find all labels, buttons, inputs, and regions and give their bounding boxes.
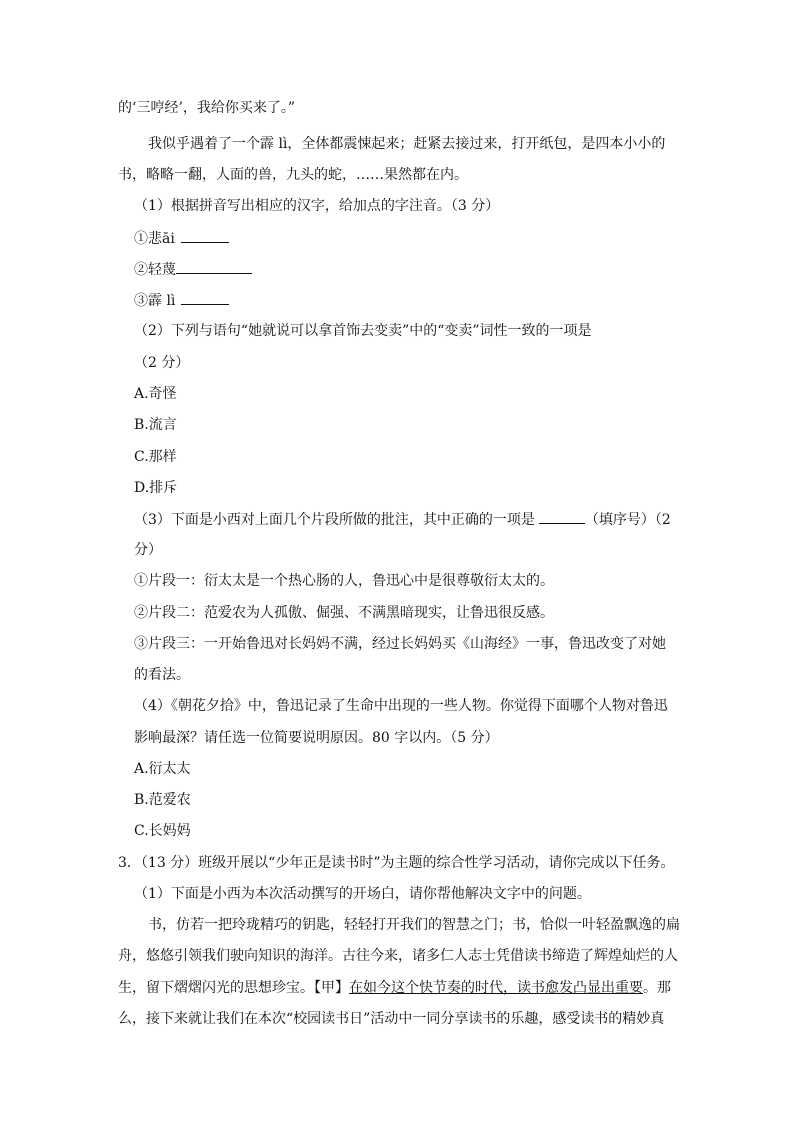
answer-blank[interactable] <box>176 259 252 274</box>
answer-blank[interactable] <box>181 228 229 243</box>
passage-line: 舟，悠悠引领我们驶向知识的海洋。古往今来，诸多仁人志士凭借读书缔造了辉煌灿烂的人 <box>118 948 678 964</box>
q3-title-cont: 分） <box>134 542 162 558</box>
paragraph-line: 我似乎遇着了一个霹 lì，全体都震悚起来；赶紧去接过来，打开纸包，是四本小小的 <box>148 136 666 152</box>
q1-item-label: ②轻蔑 <box>134 262 176 278</box>
q3-item: ②片段二：范爱农为人孤傲、倔强、不满黑暗现实，让鲁迅很反感。 <box>134 605 554 621</box>
q3-title <box>0 509 794 530</box>
answer-blank[interactable] <box>181 290 229 305</box>
paragraph-line: 的‘三哼经’，我给你买来了。” <box>118 100 296 116</box>
q1-item <box>0 290 794 311</box>
q2-title: （2）下列与语句“她就说可以拿首饰去变卖”中的“变卖”词性一致的一项是 <box>134 323 592 339</box>
paragraph-line: 书，略略一翻，人面的兽，九头的蛇，……果然都在内。 <box>118 167 468 183</box>
underlined-sentence: 在如今这个快节奏的时代，读书愈发凸显出重要 <box>349 980 643 996</box>
q1-item <box>0 259 794 280</box>
q3-title-tail: （填序号）（2 <box>584 512 671 528</box>
q4-title-cont: 影响最深？请任选一位简要说明原因。80 字以内。（5 分） <box>134 730 499 746</box>
q4-option: C.长妈妈 <box>134 823 191 839</box>
q2-option: D.排斥 <box>134 480 178 496</box>
q4-option: A.衍太太 <box>134 761 191 777</box>
q3-item: 的看法。 <box>134 667 190 683</box>
q3-item: ①片段一：衍太太是一个热心肠的人，鲁迅心中是很尊敬衍太太的。 <box>134 573 554 589</box>
q1-title: （1）根据拼音写出相应的汉字，给加点的字注音。（3 分） <box>134 198 500 214</box>
q1-item <box>0 228 794 249</box>
marker-jia: 【甲】 <box>314 980 349 996</box>
q3-title-text: （3）下面是小西对上面几个片段所做的批注，其中正确的一项是 <box>134 512 535 528</box>
passage-text-tail: 。那 <box>643 980 671 996</box>
q3-item: ③片段三：一开始鲁迅对长妈妈不满，经过长妈妈买《山海经》一事，鲁迅改变了对她 <box>134 636 666 652</box>
q4-title: （4）《朝花夕拾》中，鲁迅记录了生命中出现的一些人物。你觉得下面哪个人物对鲁迅 <box>134 698 668 714</box>
answer-blank[interactable] <box>539 509 585 524</box>
q1-item-label: ①悲āi <box>134 231 175 247</box>
q4-option: B.范爱农 <box>134 792 191 808</box>
q2-option: A.奇怪 <box>134 386 177 402</box>
q2-option: B.流言 <box>134 417 177 433</box>
passage-line: 书，仿若一把玲珑精巧的钥匙，轻轻打开我们的智慧之门；书，恰似一叶轻盈飘逸的扁 <box>148 917 680 933</box>
passage-line: 么，接下来就让我们在本次“校园读书日”活动中一同分享读书的乐趣，感受读书的精妙真 <box>118 1011 665 1027</box>
q1-item-label: ③霹 lì <box>134 293 176 309</box>
section3-sub1: （1）下面是小西为本次活动撰写的开场白，请你帮他解决文字中的问题。 <box>134 886 591 902</box>
section3-title: 3．（13 分）班级开展以“少年正是读书时”为主题的综合性学习活动，请你完成以下任务。 <box>118 855 675 871</box>
q2-title-cont: （2 分） <box>134 355 190 371</box>
passage-line <box>0 978 794 998</box>
q2-option: C.那样 <box>134 449 177 465</box>
passage-text: 生，留下熠熠闪光的思想珍宝。 <box>118 980 314 996</box>
